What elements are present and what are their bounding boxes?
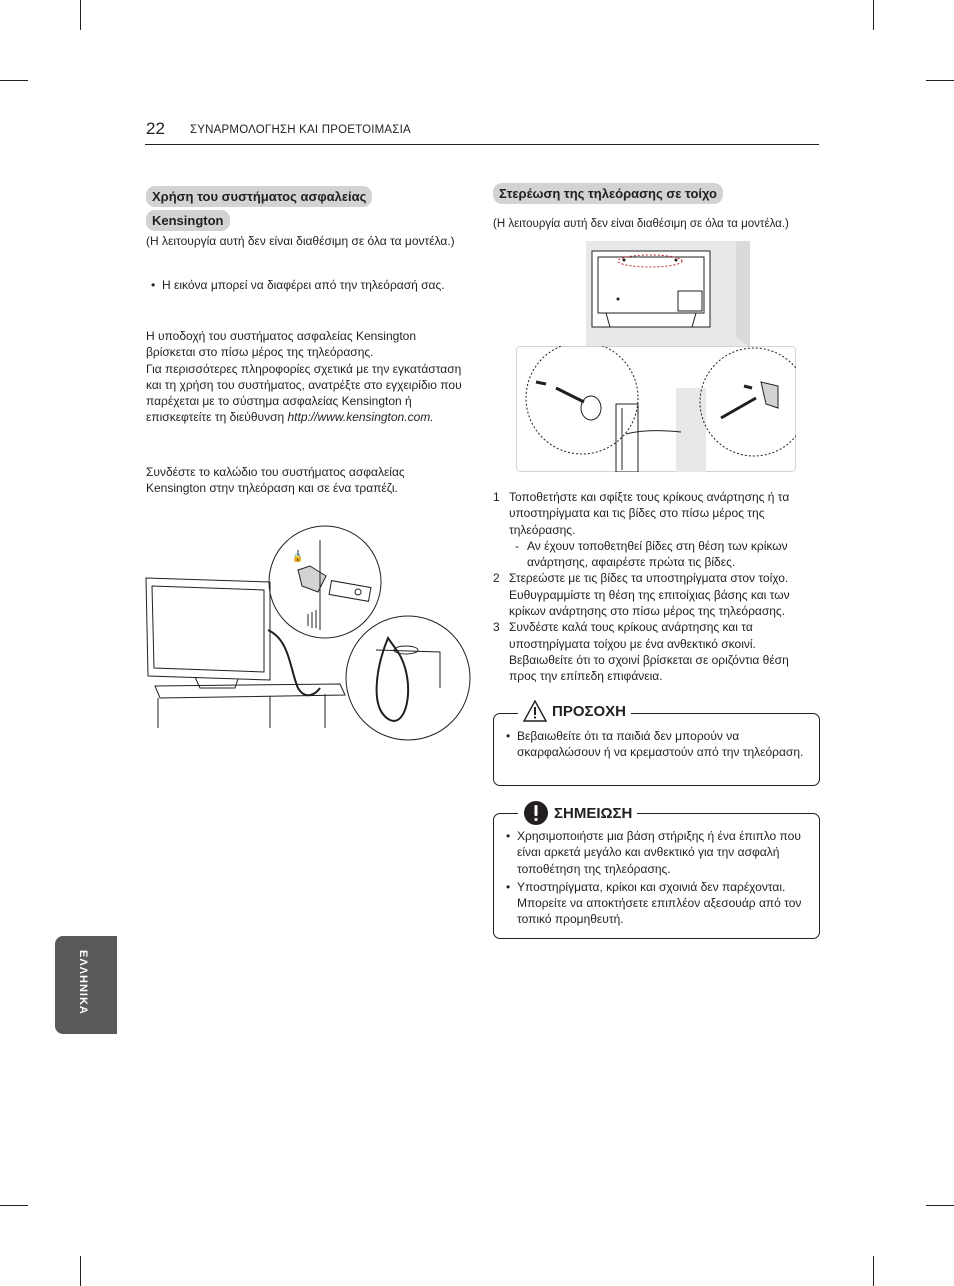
wall-mount-heading-wrap	[493, 183, 723, 204]
step-item: 2 Στερεώστε με τις βίδες τα υποστηρίγματα στον τοίχο. Ευθυγραμμίστε τη θέση της επιτοίχιας βάσης και των κρίκων ανάρτησης στο πίσω μέρος της τηλεόρασης.	[493, 571, 790, 619]
list-item: • Η εικόνα μπορεί να διαφέρει από την τηλεόρασή σας.	[146, 277, 446, 293]
list-item: • Χρησιμοποιήστε μια βάση στήριξης ή ένα έπιπλο που είναι αρκετά μεγάλο και ανθεκτικό για την ασφαλή τοποθέτηση της τηλεόρασης.	[501, 828, 807, 877]
kensington-paragraph-2: Για περισσότερες πληροφορίες σχετικά με την εγκατάσταση και τη χρήση του συστήματος, ανατρέξτε στο εγχειρίδιο που παρέχεται με το σύστημα ασφαλείας Kensington ή επισκεφτείτε τη διεύθυνση http://www.kensington.com.	[146, 361, 462, 425]
kensington-bullet-list	[146, 277, 446, 293]
wall-mount-availability-note: (Η λειτουργία αυτή δεν είναι διαθέσιμη σε όλα τα μοντέλα.)	[493, 218, 789, 230]
kensington-link[interactable]: http://www.kensington.com.	[287, 410, 434, 425]
crop-mark	[873, 0, 874, 30]
language-tab-label: ΕΛΛΗΝΙΚΑ	[77, 950, 89, 1015]
crop-mark	[873, 1256, 874, 1286]
crop-mark	[0, 80, 28, 81]
wall-mount-heading: Στερέωση της τηλεόρασης σε τοίχο	[493, 183, 723, 204]
tv-screen	[152, 586, 264, 672]
kensington-heading-line2: Kensington	[146, 210, 230, 231]
crop-mark	[0, 1205, 28, 1206]
note-title: ΣΗΜΕΙΩΣΗ	[518, 800, 637, 826]
crop-mark	[926, 80, 954, 81]
svg-text:🔒: 🔒	[292, 553, 304, 563]
kensington-availability-note: (Η λειτουργία αυτή δεν είναι διαθέσιμη σε όλα τα μοντέλα.)	[146, 234, 455, 248]
wall-mount-tv-back-illustration	[586, 241, 750, 347]
language-tab	[55, 936, 117, 1034]
header-rule	[145, 144, 819, 145]
lock-detail-circle	[269, 526, 381, 638]
exclamation-circle-icon	[523, 800, 549, 826]
crop-mark	[80, 1256, 81, 1286]
wall-mount-steps	[493, 489, 819, 685]
kensington-paragraph-3: Συνδέστε το καλώδιο του συστήματος ασφαλείας Kensington στην τηλεόραση και σε ένα τραπέζι.	[146, 465, 405, 496]
kensington-heading-line1: Χρήση του συστήματος ασφαλείας	[146, 186, 372, 207]
note-list	[501, 828, 807, 928]
wall-mount-detail-illustration	[516, 346, 796, 472]
page-number: 22	[146, 119, 165, 138]
list-item: • Βεβαιωθείτε ότι τα παιδιά δεν μπορούν να σκαρφαλώσουν ή να κρεμαστούν από την τηλεόραση.	[501, 728, 807, 761]
kensington-body	[146, 328, 468, 426]
warning-triangle-icon	[523, 700, 547, 722]
step-sub-item: - Αν έχουν τοποθετηθεί βίδες στη θέση των κρίκων ανάρτησης, αφαιρέστε πρώτα τις βίδες.	[515, 538, 788, 570]
tv-outline	[146, 578, 270, 680]
kensington-illustration	[140, 520, 480, 750]
section-title: ΣΥΝΑΡΜΟΛΟΓΗΣΗ ΚΑΙ ΠΡΟΕΤΟΙΜΑΣΙΑ	[190, 124, 411, 136]
caution-title: ΠΡΟΣΟΧΗ	[518, 700, 631, 722]
security-cable	[268, 630, 320, 695]
list-item: • Υποστηρίγματα, κρίκοι και σχοινιά δεν παρέχονται. Μπορείτε να αποκτήσετε επιπλέον αξεσουάρ από τον τοπικό προμηθευτή.	[501, 879, 807, 928]
crop-mark	[926, 1205, 954, 1206]
step-item: 3 Συνδέστε καλά τους κρίκους ανάρτησης και τα υποστηρίγματα τοίχου με ένα ανθεκτικό σκοινί. Βεβαιωθείτε ότι το σχοινί βρίσκεται σε οριζόντια θέση προς την επίπεδη επιφάνεια.	[493, 620, 789, 684]
step-item: 1 Τοποθετήστε και σφίξτε τους κρίκους ανάρτησης ή τα υποστηρίγματα και τις βίδες στο πίσω μέρος της τηλεόρασης.	[493, 490, 790, 537]
crop-mark	[80, 0, 81, 30]
caution-list	[501, 728, 807, 761]
kensington-heading	[146, 186, 372, 231]
kensington-paragraph-1: Η υποδοχή του συστήματος ασφαλείας Kensington βρίσκεται στο πίσω μέρος της τηλεόρασης.	[146, 329, 417, 360]
